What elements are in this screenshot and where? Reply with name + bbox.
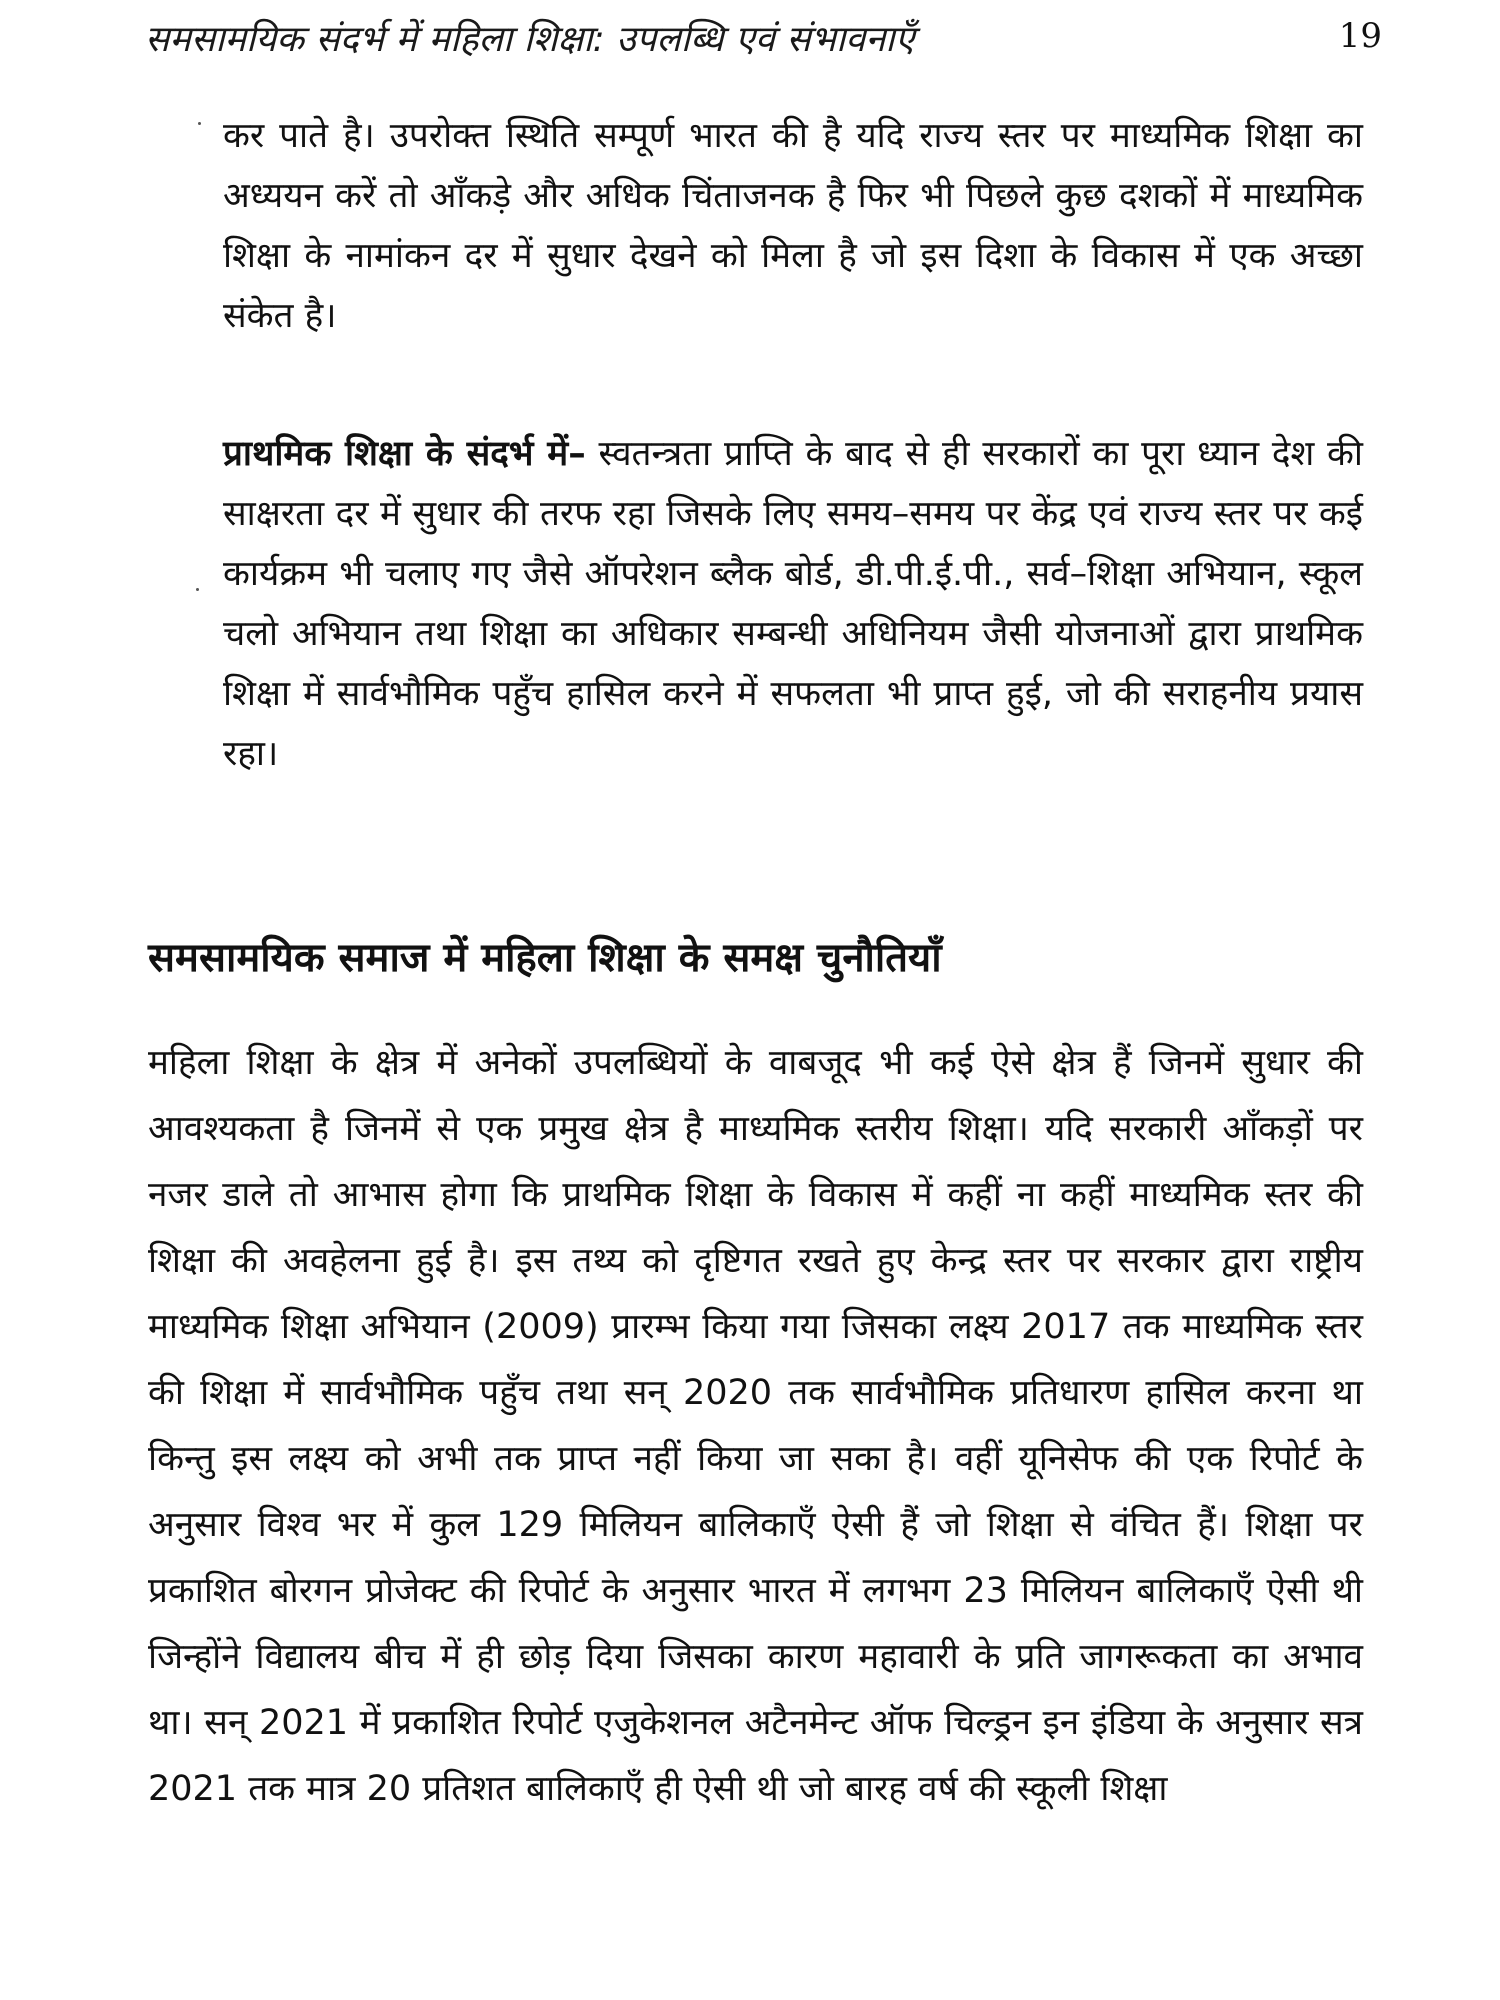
primary-education-lead: प्राथमिक शिक्षा के संदर्भ में– <box>223 434 586 474</box>
primary-education-text: स्वतन्त्रता प्राप्ति के बाद से ही सरकारों का पूरा ध्यान देश की साक्षरता दर में सुधार की तरफ रहा जिसके लिए समय–समय पर केंद्र एवं राज्य स्तर पर कई कार्यक्रम भी चलाए गए जैसे ऑपरेशन ब्लैक बोर्ड, डी.पी.ई.पी., सर्व–शिक्षा अभियान, स्कूल चलो अभियान तथा शिक्षा का अधिकार सम्बन्धी अधिनियम जैसी योजनाओं द्वारा प्राथमिक शिक्षा में सार्वभौमिक पहुँच हासिल करने में सफलता भी प्राप्त हुई, जो की सराहनीय प्रयास रहा। <box>223 434 1363 774</box>
scan-speck <box>198 122 201 125</box>
page-number: 19 <box>1338 16 1382 56</box>
running-header-title: समसामयिक संदर्भ में महिला शिक्षा: उपलब्धि एवं संभावनाएँ <box>145 19 915 60</box>
scan-speck <box>196 588 199 591</box>
section-body-paragraph: महिला शिक्षा के क्षेत्र में अनेकों उपलब्धियों के वाबजूद भी कई ऐसे क्षेत्र हैं जिनमें सुधार की आवश्यकता है जिनमें से एक प्रमुख क्षेत्र है माध्यमिक स्तरीय शिक्षा। यदि सरकारी आँकड़ों पर नजर डाले तो आभास होगा कि प्राथमिक शिक्षा के विकास में कहीं ना कहीं माध्यमिक स्तर की शिक्षा की अवहेलना हुई है। इस तथ्य को दृष्टिगत रखते हुए केन्द्र स्तर पर सरकार द्वारा राष्ट्रीय माध्यमिक शिक्षा अभियान (2009) प्रारम्भ किया गया जिसका लक्ष्य 2017 तक माध्यमिक स्तर की शिक्षा में सार्वभौमिक पहुँच तथा सन् 2020 तक सार्वभौमिक प्रतिधारण हासिल करना था किन्तु इस लक्ष्य को अभी तक प्राप्त नहीं किया जा सका है। वहीं यूनिसेफ की एक रिपोर्ट के अनुसार विश्व भर में कुल 129 मिलियन बालिकाएँ ऐसी हैं जो शिक्षा से वंचित हैं। शिक्षा पर प्रकाशित बोरगन प्रोजेक्ट की रिपोर्ट के अनुसार भारत में लगभग 23 मिलियन बालिकाएँ ऐसी थी जिन्होंने विद्यालय बीच में ही छोड़ दिया जिसका कारण महावारी के प्रति जागरूकता का अभाव था। सन् 2021 में प्रकाशित रिपोर्ट एजुकेशनल अटैनमेन्ट ऑफ चिल्ड्रन इन इंडिया के अनुसार सत्र 2021 तक मात्र 20 प्रतिशत बालिकाएँ ही ऐसी थी जो बारह वर्ष की स्कूली शिक्षा <box>148 1043 1363 1809</box>
continuation-paragraph: कर पाते है। उपरोक्त स्थिति सम्पूर्ण भारत की है यदि राज्य स्तर पर माध्यमिक शिक्षा का अध्ययन करें तो आँकड़े और अधिक चिंताजनक है फिर भी पिछले कुछ दशकों में माध्यमिक शिक्षा के नामांकन दर में सुधार देखने को मिला है जो इस दिशा के विकास में एक अच्छा संकेत है। <box>223 116 1363 336</box>
primary-education-paragraph <box>223 424 1363 784</box>
section-heading: समसामयिक समाज में महिला शिक्षा के समक्ष चुनौतियाँ <box>148 935 942 981</box>
